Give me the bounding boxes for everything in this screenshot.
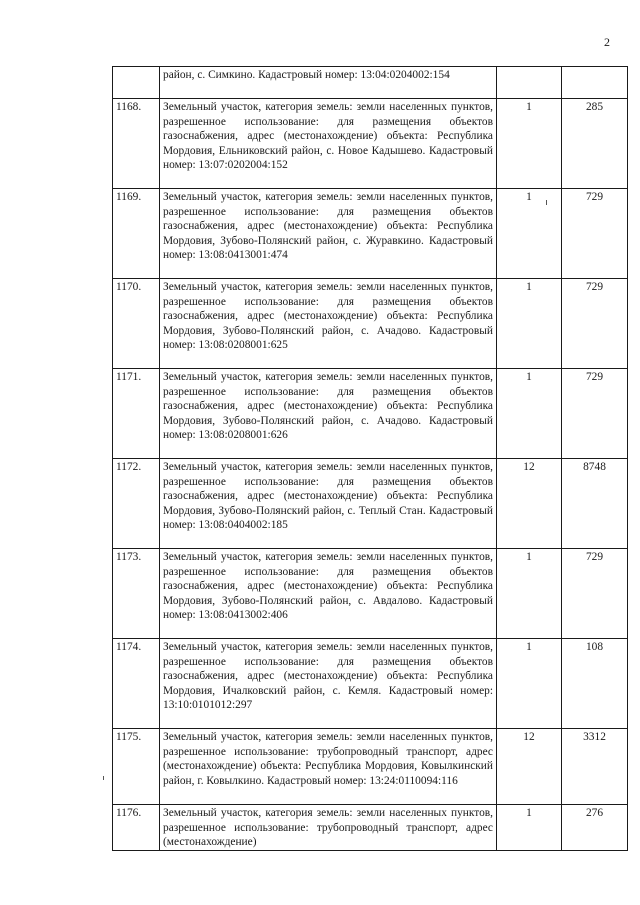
page-number: 2: [604, 35, 610, 49]
table-row: [113, 369, 628, 459]
row-quantity-cell: 1: [497, 279, 562, 369]
row-description-cell: Земельный участок, категория земель: земли населенных пунктов, разрешенное использование: для размещения объектов газоснабжения, адрес (местонахождение) объекта: Республика Мордовия, Зубово-Полянский район, с. Ачадово. Кадастровый номер: 13:08:0208001:626: [160, 369, 497, 459]
row-number-cell: 1170.: [113, 279, 160, 369]
row-number-cell: 1169.: [113, 189, 160, 279]
table-row: [113, 99, 628, 189]
row-quantity-cell: 1: [497, 369, 562, 459]
row-description-cell: Земельный участок, категория земель: земли населенных пунктов, разрешенное использование: трубопроводный транспорт, адрес (местонахождение) объекта: Республика Мордовия, Ковылкинский район, г. Ковылкино. Кадастровый номер: 13:24:0110094:116: [160, 729, 497, 805]
row-description-cell: Земельный участок, категория земель: земли населенных пунктов, разрешенное использование: для размещения объектов газоснабжения, адрес (местонахождение) объекта: Республика Мордовия, Ельниковский район, с. Новое Кадышево. Кадастровый номер: 13:07:0202004:152: [160, 99, 497, 189]
table-row: [113, 549, 628, 639]
row-number-cell: 1168.: [113, 99, 160, 189]
land-plots-table: [112, 66, 628, 851]
table-row: [113, 639, 628, 729]
row-area-cell: 8748: [562, 459, 628, 549]
row-area-cell: 276: [562, 805, 628, 851]
row-number-cell: 1172.: [113, 459, 160, 549]
row-quantity-cell: 12: [497, 729, 562, 805]
scan-mark: [546, 200, 547, 205]
row-description-cell: Земельный участок, категория земель: земли населенных пунктов, разрешенное использование: для размещения объектов газоснабжения, адрес (местонахождение) объекта: Республика Мордовия, Зубово-Полянский район, с. Ачадово. Кадастровый номер: 13:08:0208001:625: [160, 279, 497, 369]
row-description-cell: Земельный участок, категория земель: земли населенных пунктов, разрешенное использование: трубопроводный транспорт, адрес (местонахождение): [160, 805, 497, 851]
row-number-cell: 1175.: [113, 729, 160, 805]
row-quantity-cell: 1: [497, 99, 562, 189]
table-row: [113, 279, 628, 369]
row-description-cell: Земельный участок, категория земель: земли населенных пунктов, разрешенное использование: для размещения объектов газоснабжения, адрес (местонахождение) объекта: Республика Мордовия, Ичалковский район, с. Кемля. Кадастровый номер: 13:10:0101012:297: [160, 639, 497, 729]
table-row: [113, 729, 628, 805]
row-description-cell: Земельный участок, категория земель: земли населенных пунктов, разрешенное использование: для размещения объектов газоснабжения, адрес (местонахождение) объекта: Республика Мордовия, Зубово-Полянский район, с. Теплый Стан. Кадастровый номер: 13:08:0404002:185: [160, 459, 497, 549]
row-number-cell: [113, 67, 160, 99]
row-description-cell: Земельный участок, категория земель: земли населенных пунктов, разрешенное использование: для размещения объектов газоснабжения, адрес (местонахождение) объекта: Республика Мордовия, Зубово-Полянский район, с. Журавкино. Кадастровый номер: 13:08:0413001:474: [160, 189, 497, 279]
row-quantity-cell: 12: [497, 459, 562, 549]
row-quantity-cell: [497, 67, 562, 99]
row-description-cell: район, с. Симкино. Кадастровый номер: 13:04:0204002:154: [160, 67, 497, 99]
row-number-cell: 1176.: [113, 805, 160, 851]
row-area-cell: 729: [562, 549, 628, 639]
row-number-cell: 1171.: [113, 369, 160, 459]
row-quantity-cell: 1: [497, 805, 562, 851]
table-row: [113, 805, 628, 851]
row-area-cell: 729: [562, 369, 628, 459]
row-area-cell: 729: [562, 279, 628, 369]
table-row: [113, 189, 628, 279]
row-area-cell: 729: [562, 189, 628, 279]
row-description-cell: Земельный участок, категория земель: земли населенных пунктов, разрешенное использование: для размещения объектов газоснабжения, адрес (местонахождение) объекта: Республика Мордовия, Зубово-Полянский район, с. Авдалово. Кадастровый номер: 13:08:0413002:406: [160, 549, 497, 639]
scan-mark: [103, 776, 104, 780]
table-row-continuation: [113, 67, 628, 99]
row-area-cell: [562, 67, 628, 99]
row-quantity-cell: 1: [497, 189, 562, 279]
row-number-cell: 1173.: [113, 549, 160, 639]
table-row: [113, 459, 628, 549]
row-quantity-cell: 1: [497, 549, 562, 639]
row-quantity-cell: 1: [497, 639, 562, 729]
row-area-cell: 108: [562, 639, 628, 729]
row-number-cell: 1174.: [113, 639, 160, 729]
row-area-cell: 3312: [562, 729, 628, 805]
row-area-cell: 285: [562, 99, 628, 189]
